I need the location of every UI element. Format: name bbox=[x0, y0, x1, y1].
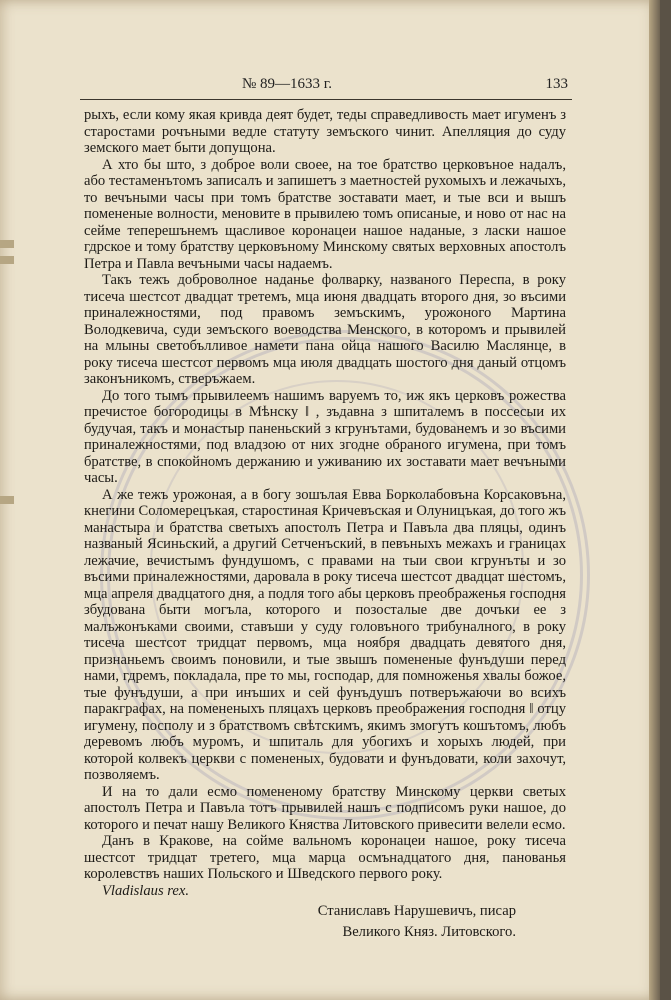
page-number: 133 bbox=[545, 76, 568, 92]
signer-line: Великого Княз. Литовского. bbox=[342, 923, 516, 940]
page-edge bbox=[649, 0, 660, 1000]
document-body bbox=[84, 107, 566, 940]
paragraph: А же тежъ урожоная, а в богу зошълая Евва Борколабовъна Корсаковъна, кнегини Соломерецъкая, старостиная Кричевъская и Олуницъкая, до того жъ манастыра и братства светыхъ апостолъ Петра и Павъла два пляцы, одинъ названый Ясиньский, а другий Сетченъский, в певъныхъ межахъ и границах лежачие, вечистымъ фундушомъ, с правами на тыи свои кгрунъты и зо въсими приналежностями, даровала в року тисеча шестсот двадцат шестомъ, мца апреля двадцатого дня, а подля того абы церковъ преображенья господня збудована быти могъла, которого и позосталые две дочъки ее з малъжонъками своими, ставъши у суду головъного трибуналного, в року тисеча шестсот тридцат первомъ, мца ноября двадцать девятого дня, признаньемъ своимъ поновили, и тые звышъ помененые фунъдуши перед нами, гдремъ, покладала, пре то мы, господар, для помноженья хвалы божое, тые фунъдуши, а при инъших и сей фунъдушъ потверъжаючи во всихъ паракграфах, на помененыхъ пляцахъ церковъ преображения господня ‖ отцу игумену, посполу и з братствомъ свѣтскимъ, якимъ змогутъ кошътомъ, любъ деревомъ любъ муромъ, и шпиталь для убогихъ и хорыхъ людей, при которой колвекъ церкви с помененых, будовати и фунъдовати, коли захочут, позволяемъ. bbox=[84, 486, 566, 783]
signer-line: Станиславъ Нарушевичъ, писар bbox=[317, 903, 516, 919]
paragraph: рыхъ, если кому якая кривда деят будет, теды справедливость мает игуменъ з старостами рочъными ведле статуту земъского чинит. Апелляция до суду земского мает быти допущона. bbox=[84, 107, 566, 156]
paragraph: Такъ тежъ доброволное наданье фолварку, названого Переспа, в року тисеча шестсот двадцат третемъ, мца июня двадцать второго дня, зо въсими приналежностями, под правомъ земъскимъ, урожоного Мартина Володкевича, суди земъского воеводства Менского, в которомъ и прывилей на млыны светобълливое намети пана ойца нашого Василю Маслянце, в року тисеча шестсот первомъ мца июля двадцать шостого дня даный отцомъ законъникомъ, стверъжаем. bbox=[84, 272, 566, 387]
royal-signature: Vladislaus rex. bbox=[102, 882, 190, 899]
margin-mark bbox=[0, 240, 14, 248]
running-header bbox=[82, 76, 568, 100]
header-rule bbox=[80, 99, 572, 100]
paragraph: До того тымъ прывилеемъ нашимъ варуемъ то, иж якъ церковъ рожества пречистое богородицы в Мѣнску ‖ , зъдавна з шпиталемъ в поссесыи их будучая, такъ и монастыр паненьский з кгрунътами, будованемъ и зо въсими приналежностями, под владзою от них згодне обраного игумена, при томъ братстве, в спокойномъ держанию и уживанию их зоставати мает вечъными часы. bbox=[84, 387, 566, 486]
paragraph: Данъ в Кракове, на сойме вальномъ коронацеи нашое, року тисеча шестсот тридцат третего, мца марца осмънадцатого дня, панованья королевствъ наших Польского и Шведского первого року. bbox=[84, 833, 566, 882]
paragraph: И на то дали есмо помененому братству Минскому церкви светых апостолъ Петра и Павъла тотъ прывилей нашъ с подписомъ руки нашое, до которого и печат нашу Великого Княства Литовского привесити велели есмо. bbox=[84, 783, 566, 833]
document-number: № 89—1633 г. bbox=[242, 76, 333, 92]
margin-mark bbox=[0, 256, 14, 264]
paragraph: А хто бы што, з доброе воли своее, на тое братство церковъное надалъ, або тестаменътомъ записалъ и запишетъ з маетностей рухомыхъ и лежачыхъ, то вечъными часы при томъ братстве зоставати мает, и тые вси и вышъ помененые волности, меновите в прывилею томъ описаные, и ново от нас на сейме теперешънемъ щасливое коронацеи нашое наданые, з ласки нашое гдрское и тому братству церковъному Минскому святых верховных апостолъ Петра и Павла вечъными часы надаемъ. bbox=[84, 156, 566, 272]
margin-mark bbox=[0, 496, 14, 504]
